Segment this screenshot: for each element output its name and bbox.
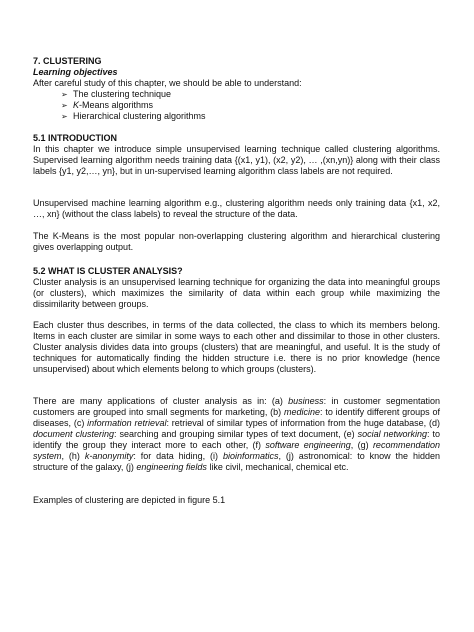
arrow-bullet-icon: ➢ <box>61 101 68 110</box>
section-5-1-para-2: Unsupervised machine learning algorithm e.g., clustering algorithm needs only training data {x1, x2, …, xn} (without the class labels) to reveal the structure of the data. <box>33 198 440 219</box>
text-run-italic: medicine <box>283 407 320 417</box>
text-run: , (h) <box>61 451 85 461</box>
text-run: , (j) astronomical: to know the hidden structure of the galaxy, (j) <box>33 451 440 472</box>
objective-text: Hierarchical clustering algorithms <box>73 111 206 121</box>
text-run-italic: social networking <box>357 429 428 439</box>
objectives-list <box>61 89 206 122</box>
section-5-1-para-1: In this chapter we introduce simple unsupervised learning technique called clustering algorithms. Supervised learning algorithm needs training data {(x1, y1), (x2, y2), … ,(xn,yn)} along with their class labels {y1, y2,…, yn}, but in un-supervised learning algorithm class labels are not required. <box>33 144 440 176</box>
text-run-italic: engineering fields <box>136 462 207 472</box>
text-run: : searching and grouping similar types of text document, (e) <box>114 429 358 439</box>
section-5-2-heading: 5.2 WHAT IS CLUSTER ANALYSIS? <box>33 266 183 276</box>
objectives-intro: After careful study of this chapter, we should be able to understand: <box>33 78 302 88</box>
text-run: : to identify different groups of diseases, (c) <box>33 407 440 428</box>
text-run: : in customer segmentation customers are grouped into small segments for marketing, (b) <box>33 396 440 417</box>
objective-text: The clustering technique <box>73 89 172 99</box>
text-run-italic: software engineering <box>265 440 351 450</box>
section-5-1-para-3: The K-Means is the most popular non-overlapping clustering algorithm and hierarchical clustering gives overlapping output. <box>33 231 440 252</box>
text-run: : to identify the group they interact more to each other, (f) <box>33 429 440 450</box>
objectives-heading: Learning objectives <box>33 67 118 77</box>
text-run-italic: recommendation system <box>33 440 440 461</box>
text-run: like civil, mechanical, chemical etc. <box>206 462 349 472</box>
text-run: , (g) <box>350 440 373 450</box>
text-run: : retrieval of similar types of information from the huge database, (d) <box>166 418 440 428</box>
chapter-title: 7. CLUSTERING <box>33 56 102 66</box>
text-run-italic: document clustering <box>33 429 114 439</box>
text-run-italic: bioinformatics <box>222 451 279 461</box>
section-5-1-heading: 5.1 INTRODUCTION <box>33 133 118 143</box>
objective-item <box>61 89 206 100</box>
text-run: : for data hiding, (i) <box>133 451 223 461</box>
arrow-bullet-icon: ➢ <box>61 112 68 121</box>
section-5-2-para-2: Each cluster thus describes, in terms of the data collected, the class to which its members belong. Items in each cluster are similar in some ways to each other and dissimilar to those in other clusters. Cluster analysis divides data into groups (clusters) that are meaningful, and useful. It is the study of techniques for automatically finding the hidden structure i.e. there is no prior knowledge (hence unsupervised) about which elements belong to which groups (clusters). <box>33 320 440 374</box>
section-5-2-para-3 <box>33 396 440 473</box>
arrow-bullet-icon: ➢ <box>61 90 68 99</box>
section-5-2-para-4: Examples of clustering are depicted in figure 5.1 <box>33 495 226 505</box>
section-5-2-para-1: Cluster analysis is an unsupervised learning technique for organizing the data into meaningful groups (or clusters), which maximizes the similarity of data within each group while maximizing the dissimilarity between groups. <box>33 277 440 309</box>
objective-item <box>61 111 206 122</box>
text-run-italic: k-anonymity <box>84 451 134 461</box>
text-run: There are many applications of cluster analysis as in: (a) <box>33 396 289 406</box>
objective-text: -Means algorithms <box>79 100 154 110</box>
text-run-italic: information retrieval <box>87 418 167 428</box>
objective-italic: K <box>73 100 80 110</box>
objective-item <box>61 100 206 111</box>
text-run-italic: business <box>288 396 324 406</box>
